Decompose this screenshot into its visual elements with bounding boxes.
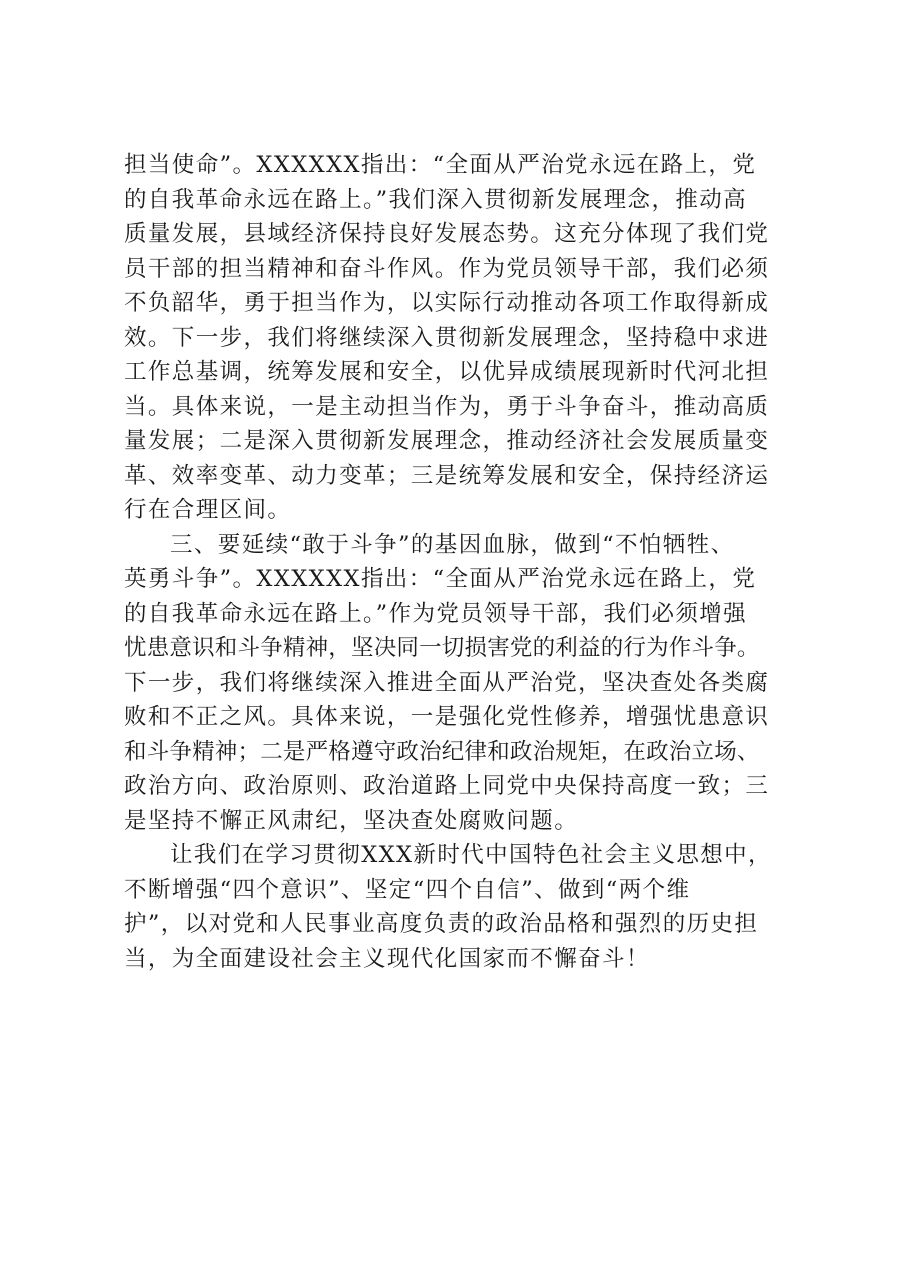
text-line: 败和不正之风。具体来说，一是强化党性修养，增强忧患意识: [124, 704, 770, 730]
text-line: 革、效率变革、动力变革；三是统筹发展和安全，保持经济运: [124, 462, 770, 489]
text-line: 和斗争精神；二是严格遵守政治纪律和政治规矩，在政治立场、: [124, 738, 760, 765]
text-line: 量发展；二是深入贯彻新发展理念，推动经济社会发展质量变: [124, 428, 770, 454]
text-line: 当。具体来说，一是主动担当作为，勇于斗争奋斗，推动高质: [124, 393, 770, 420]
text-line: 英勇斗争”。XXXXXX指出：“全面从严治党永远在路上，党: [124, 566, 757, 592]
text-line: 的自我革命永远在路上。”作为党员领导干部，我们必须增强: [124, 600, 748, 627]
text-line: 效。下一步，我们将继续深入贯彻新发展理念，坚持稳中求进: [124, 324, 770, 351]
text-line: 让我们在学习贯彻XXX新时代中国特色社会主义思想中，: [170, 842, 772, 868]
text-line: 担当使命”。XXXXXX指出：“全面从严治党永远在路上，党: [124, 152, 757, 178]
text-line: 行在合理区间。: [124, 497, 292, 523]
paragraph-1: [124, 148, 814, 528]
text-line: 下一步，我们将继续深入推进全面从严治党，坚决查处各类腐: [124, 669, 770, 696]
text-line: 质量发展，县域经济保持良好发展态势。这充分体现了我们党: [124, 221, 770, 247]
text-line: 不断增强“四个意识”、坚定“四个自信”、做到“两个维: [124, 876, 691, 903]
text-line: 员干部的担当精神和奋斗作风。作为党员领导干部，我们必须: [124, 255, 770, 282]
text-line: 忧患意识和斗争精神，坚决同一切损害党的利益的行为作斗争。: [124, 635, 760, 661]
paragraph-2: [124, 528, 814, 839]
text-line: 护”，以对党和人民事业高度负责的政治品格和强烈的历史担: [124, 911, 759, 937]
text-line: 不负韶华，勇于担当作为，以实际行动推动各项工作取得新成: [124, 290, 770, 316]
text-line: 当，为全面建设社会主义现代化国家而不懈奋斗！: [124, 945, 650, 972]
document-body: [124, 148, 814, 976]
text-line: 的自我革命永远在路上。”我们深入贯彻新发展理念，推动高: [124, 186, 748, 213]
text-line: 工作总基调，统筹发展和安全，以优异成绩展现新时代河北担: [124, 359, 770, 385]
text-line: 三、要延续“敢于斗争”的基因血脉，做到“不怕牺牲、: [170, 531, 735, 558]
paragraph-3: [124, 838, 814, 976]
text-line: 政治方向、政治原则、政治道路上同党中央保持高度一致；三: [124, 773, 770, 799]
text-line: 是坚持不懈正风肃纪，坚决查处腐败问题。: [124, 807, 579, 834]
